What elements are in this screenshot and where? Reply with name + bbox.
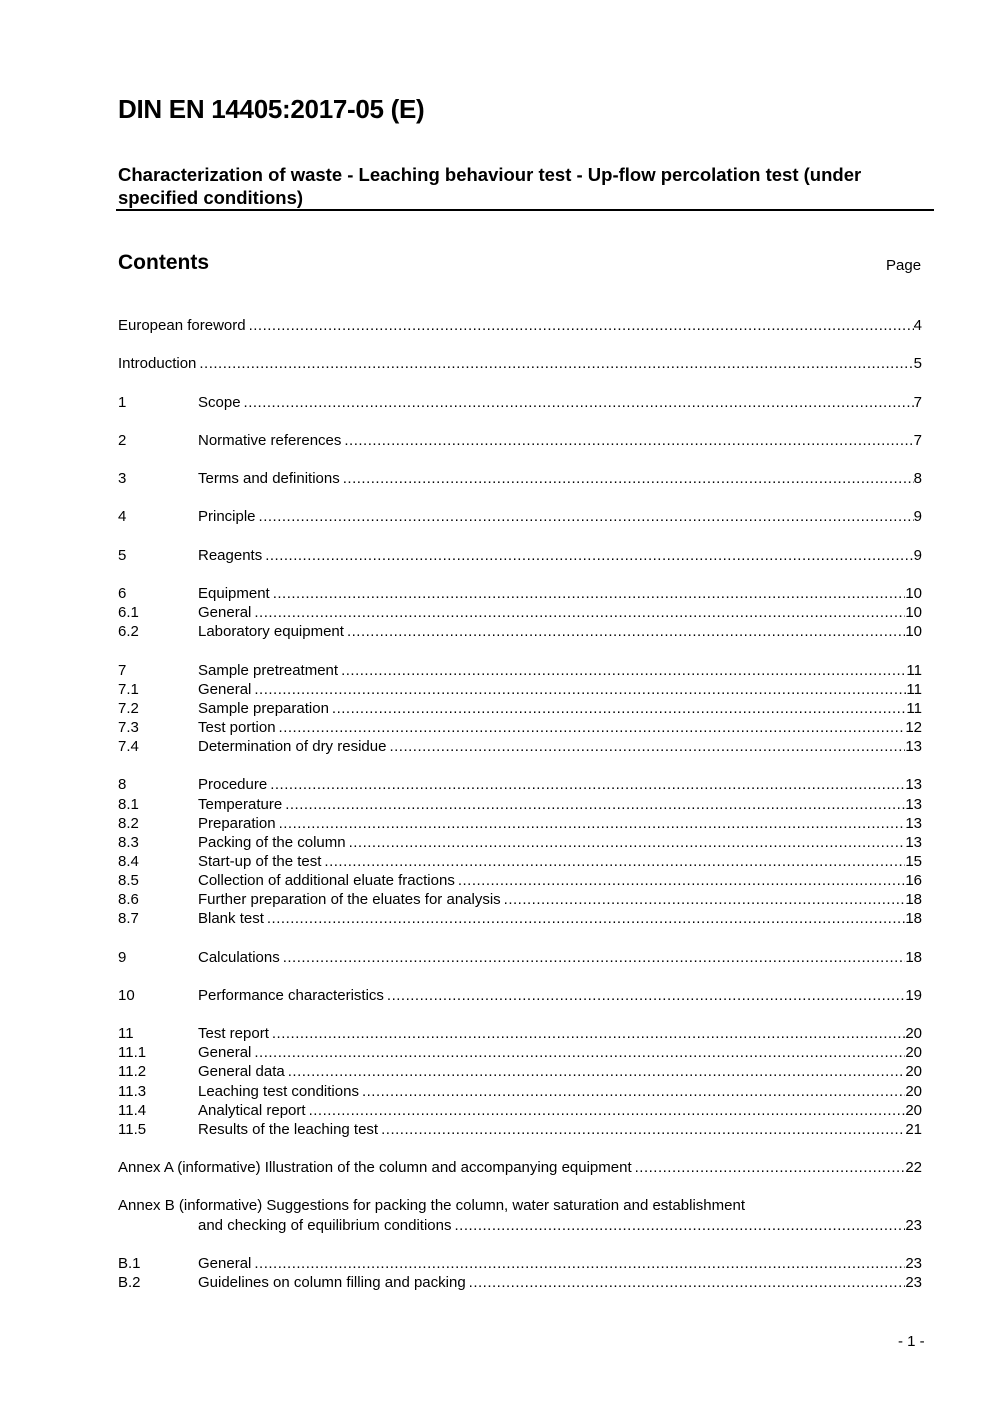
toc-leader	[254, 1043, 905, 1062]
toc-entry-label: General	[198, 1254, 254, 1273]
document-subtitle: Characterization of waste - Leaching behaviour test - Up-flow percolation test (under specified conditions)	[118, 164, 862, 208]
toc-entry-page: 19	[905, 986, 922, 1004]
toc-entry-number: 5	[118, 546, 127, 564]
toc-entry-page: 23	[905, 1216, 922, 1234]
toc-entry-number: 8.6	[118, 891, 139, 909]
toc-leader	[254, 1254, 905, 1273]
toc-entry-page: 21	[905, 1120, 922, 1138]
toc-entry-number: 8.4	[118, 852, 139, 870]
toc-entry-page: 11	[906, 680, 922, 698]
toc-entry-1[interactable]	[118, 393, 922, 412]
toc-entry-label: Equipment	[198, 584, 273, 603]
toc-entry-number: 7.4	[118, 738, 139, 756]
toc-entry-label: Procedure	[198, 775, 270, 794]
toc-entry-8-1[interactable]	[118, 795, 922, 814]
toc-entry-11-4[interactable]	[118, 1101, 922, 1120]
toc-leader	[283, 948, 906, 967]
toc-entry-label: General	[198, 1043, 254, 1062]
toc-entry-page: 8	[913, 470, 922, 488]
title-divider	[116, 209, 934, 211]
toc-entry-3[interactable]	[118, 469, 922, 488]
toc-entry-7[interactable]	[118, 661, 922, 680]
toc-leader	[279, 814, 906, 833]
toc-leader	[273, 584, 906, 603]
toc-leader	[504, 890, 906, 909]
toc-entry-7-1[interactable]	[118, 680, 922, 699]
toc-entry-label: Determination of dry residue	[198, 737, 389, 756]
page-column-heading: Page	[886, 257, 922, 274]
toc-entry-page: 7	[913, 431, 922, 449]
toc-leader	[387, 986, 905, 1005]
toc-leader	[249, 316, 914, 335]
toc-leader	[389, 737, 905, 756]
toc-entry-page: 20	[905, 1044, 922, 1062]
toc-entry-label: Analytical report	[198, 1101, 309, 1120]
page-number-footer: - 1 -	[898, 1333, 925, 1350]
toc-entry-label: Further preparation of the eluates for analysis	[198, 890, 504, 909]
toc-entry-label: Blank test	[198, 909, 267, 928]
toc-entry-2[interactable]	[118, 431, 922, 450]
toc-entry-page: 13	[905, 795, 922, 813]
toc-entry-label: Test report	[198, 1024, 272, 1043]
toc-entry-number: 8	[118, 776, 127, 794]
toc-entry-11-2[interactable]	[118, 1062, 922, 1081]
toc-entry-number: 8.5	[118, 872, 139, 890]
toc-leader	[332, 699, 907, 718]
toc-entry-b-1[interactable]	[118, 1254, 922, 1273]
toc-entry-annex-b[interactable]	[118, 1196, 922, 1215]
toc-entry-number: 9	[118, 948, 127, 966]
toc-leader	[272, 1024, 905, 1043]
toc-leader	[469, 1273, 906, 1292]
toc-entry-number: 6.2	[118, 623, 139, 641]
toc-leader	[309, 1101, 906, 1120]
toc-entry-number: 3	[118, 470, 127, 488]
toc-entry-9[interactable]	[118, 948, 922, 967]
toc-entry-8-2[interactable]	[118, 814, 922, 833]
toc-leader	[288, 1062, 906, 1081]
toc-leader	[341, 661, 906, 680]
toc-entry-annex-b-continued[interactable]	[118, 1216, 922, 1235]
toc-entry-page: 20	[905, 1025, 922, 1043]
toc-entry-page: 18	[905, 948, 922, 966]
toc-leader	[344, 431, 913, 450]
toc-leader	[347, 622, 905, 641]
toc-entry-11-3[interactable]	[118, 1082, 922, 1101]
toc-entry-7-2[interactable]	[118, 699, 922, 718]
toc-entry-6-1[interactable]	[118, 603, 922, 622]
toc-leader	[635, 1158, 906, 1177]
toc-entry-label: Introduction	[118, 354, 199, 373]
toc-entry-page: 5	[913, 355, 922, 373]
toc-entry-european-foreword[interactable]	[118, 316, 922, 335]
toc-entry-11-5[interactable]	[118, 1120, 922, 1139]
toc-entry-label: Test portion	[198, 718, 279, 737]
toc-entry-page: 9	[913, 546, 922, 564]
toc-entry-number: 8.1	[118, 795, 139, 813]
toc-leader	[265, 546, 913, 565]
toc-entry-label: Principle	[198, 507, 259, 526]
toc-entry-page: 23	[905, 1254, 922, 1272]
toc-entry-page: 22	[905, 1159, 922, 1177]
toc-entry-label: Scope	[198, 393, 244, 412]
toc-leader	[279, 718, 906, 737]
toc-entry-number: 4	[118, 508, 127, 526]
toc-leader	[454, 1216, 905, 1235]
toc-entry-number: 11	[118, 1025, 134, 1043]
toc-entry-number: 7.1	[118, 680, 139, 698]
toc-entry-label: Laboratory equipment	[198, 622, 347, 641]
toc-entry-page: 18	[905, 891, 922, 909]
toc-entry-label: Sample pretreatment	[198, 661, 341, 680]
toc-entry-introduction[interactable]	[118, 354, 922, 373]
toc-entry-page: 20	[905, 1082, 922, 1100]
toc-entry-label: Start-up of the test	[198, 852, 324, 871]
toc-entry-label: General data	[198, 1062, 288, 1081]
toc-entry-number: 7.3	[118, 718, 139, 736]
toc-entry-page: 20	[905, 1101, 922, 1119]
toc-entry-label: Normative references	[198, 431, 344, 450]
toc-leader	[270, 775, 905, 794]
toc-entry-label: Results of the leaching test	[198, 1120, 381, 1139]
toc-leader	[381, 1120, 905, 1139]
toc-leader	[285, 795, 905, 814]
toc-entry-number: 7	[118, 661, 127, 679]
toc-entry-label: Terms and definitions	[198, 469, 343, 488]
toc-entry-page: 13	[905, 833, 922, 851]
toc-entry-label: Temperature	[198, 795, 285, 814]
toc-entry-number: 7.2	[118, 699, 139, 717]
toc-entry-8[interactable]	[118, 775, 922, 794]
toc-entry-number: 1	[118, 393, 127, 411]
toc-entry-page: 13	[905, 814, 922, 832]
toc-entry-10[interactable]	[118, 986, 922, 1005]
toc-entry-8-3[interactable]	[118, 833, 922, 852]
toc-entry-number: 8.3	[118, 833, 139, 851]
toc-entry-page: 13	[905, 738, 922, 756]
toc-entry-label: Performance characteristics	[198, 986, 387, 1005]
toc-entry-page: 12	[905, 718, 922, 736]
toc-leader	[362, 1082, 905, 1101]
toc-entry-page: 16	[905, 872, 922, 890]
toc-entry-label: Leaching test conditions	[198, 1082, 362, 1101]
toc-entry-page: 20	[905, 1063, 922, 1081]
contents-heading: Contents	[118, 251, 209, 274]
toc-entry-page: 18	[905, 910, 922, 928]
toc-entry-8-6[interactable]	[118, 890, 922, 909]
table-of-contents	[118, 316, 922, 1292]
toc-entry-label: General	[198, 603, 254, 622]
toc-entry-8-4[interactable]	[118, 852, 922, 871]
toc-entry-label: Reagents	[198, 546, 265, 565]
toc-entry-number: 6.1	[118, 604, 139, 622]
toc-entry-4[interactable]	[118, 507, 922, 526]
toc-entry-number: 11.5	[118, 1120, 147, 1138]
toc-entry-page: 10	[905, 604, 922, 622]
toc-entry-label: Annex A (informative) Illustration of the column and accompanying equipment	[118, 1158, 635, 1177]
toc-leader	[254, 680, 906, 699]
toc-entry-11-1[interactable]	[118, 1043, 922, 1062]
toc-entry-page: 4	[913, 317, 922, 334]
toc-entry-page: 13	[905, 776, 922, 794]
toc-entry-number: 6	[118, 584, 127, 602]
toc-entry-label: Collection of additional eluate fractions	[198, 871, 458, 890]
toc-leader	[343, 469, 914, 488]
toc-entry-annex-a[interactable]	[118, 1158, 922, 1177]
toc-entry-number: 8.7	[118, 910, 139, 928]
toc-entry-label: Calculations	[198, 948, 283, 967]
toc-entry-page: 15	[905, 852, 922, 870]
toc-entry-number: B.1	[118, 1254, 141, 1272]
toc-entry-6[interactable]	[118, 584, 922, 603]
toc-entry-label: Preparation	[198, 814, 279, 833]
toc-entry-number: B.2	[118, 1274, 141, 1292]
toc-entry-page: 10	[905, 584, 922, 602]
toc-leader	[259, 507, 914, 526]
toc-entry-page: 7	[913, 393, 922, 411]
document-title: DIN EN 14405:2017-05 (E)	[118, 94, 425, 124]
toc-leader	[244, 393, 914, 412]
toc-entry-label: Packing of the column	[198, 833, 349, 852]
toc-entry-7-3[interactable]	[118, 718, 922, 737]
toc-entry-number: 11.2	[118, 1063, 147, 1081]
toc-entry-page: 11	[906, 699, 922, 717]
toc-leader	[199, 354, 913, 373]
toc-entry-11[interactable]	[118, 1024, 922, 1043]
toc-entry-page: 23	[905, 1274, 922, 1292]
toc-entry-number: 11.3	[118, 1082, 147, 1100]
toc-entry-page: 11	[906, 661, 922, 679]
toc-entry-label: Annex B (informative) Suggestions for packing the column, water saturation and establishment	[118, 1196, 748, 1215]
toc-entry-label: Guidelines on column filling and packing	[198, 1273, 469, 1292]
toc-entry-number: 11.4	[118, 1101, 147, 1119]
toc-entry-number: 2	[118, 431, 127, 449]
toc-entry-label: and checking of equilibrium conditions	[198, 1216, 454, 1235]
toc-entry-number: 8.2	[118, 814, 139, 832]
toc-leader	[324, 852, 905, 871]
toc-leader	[349, 833, 906, 852]
toc-entry-label: European foreword	[118, 316, 249, 335]
toc-entry-8-5[interactable]	[118, 871, 922, 890]
toc-entry-page: 9	[913, 508, 922, 526]
toc-leader	[458, 871, 905, 890]
toc-leader	[267, 909, 905, 928]
toc-entry-label: Sample preparation	[198, 699, 332, 718]
toc-entry-8-7[interactable]	[118, 909, 922, 928]
toc-entry-label: General	[198, 680, 254, 699]
toc-entry-5[interactable]	[118, 546, 922, 565]
toc-entry-number: 10	[118, 986, 135, 1004]
toc-entry-b-2[interactable]	[118, 1273, 922, 1292]
toc-entry-6-2[interactable]	[118, 622, 922, 641]
toc-entry-page: 10	[905, 623, 922, 641]
toc-entry-7-4[interactable]	[118, 737, 922, 756]
toc-entry-number: 11.1	[118, 1044, 147, 1062]
toc-leader	[254, 603, 905, 622]
